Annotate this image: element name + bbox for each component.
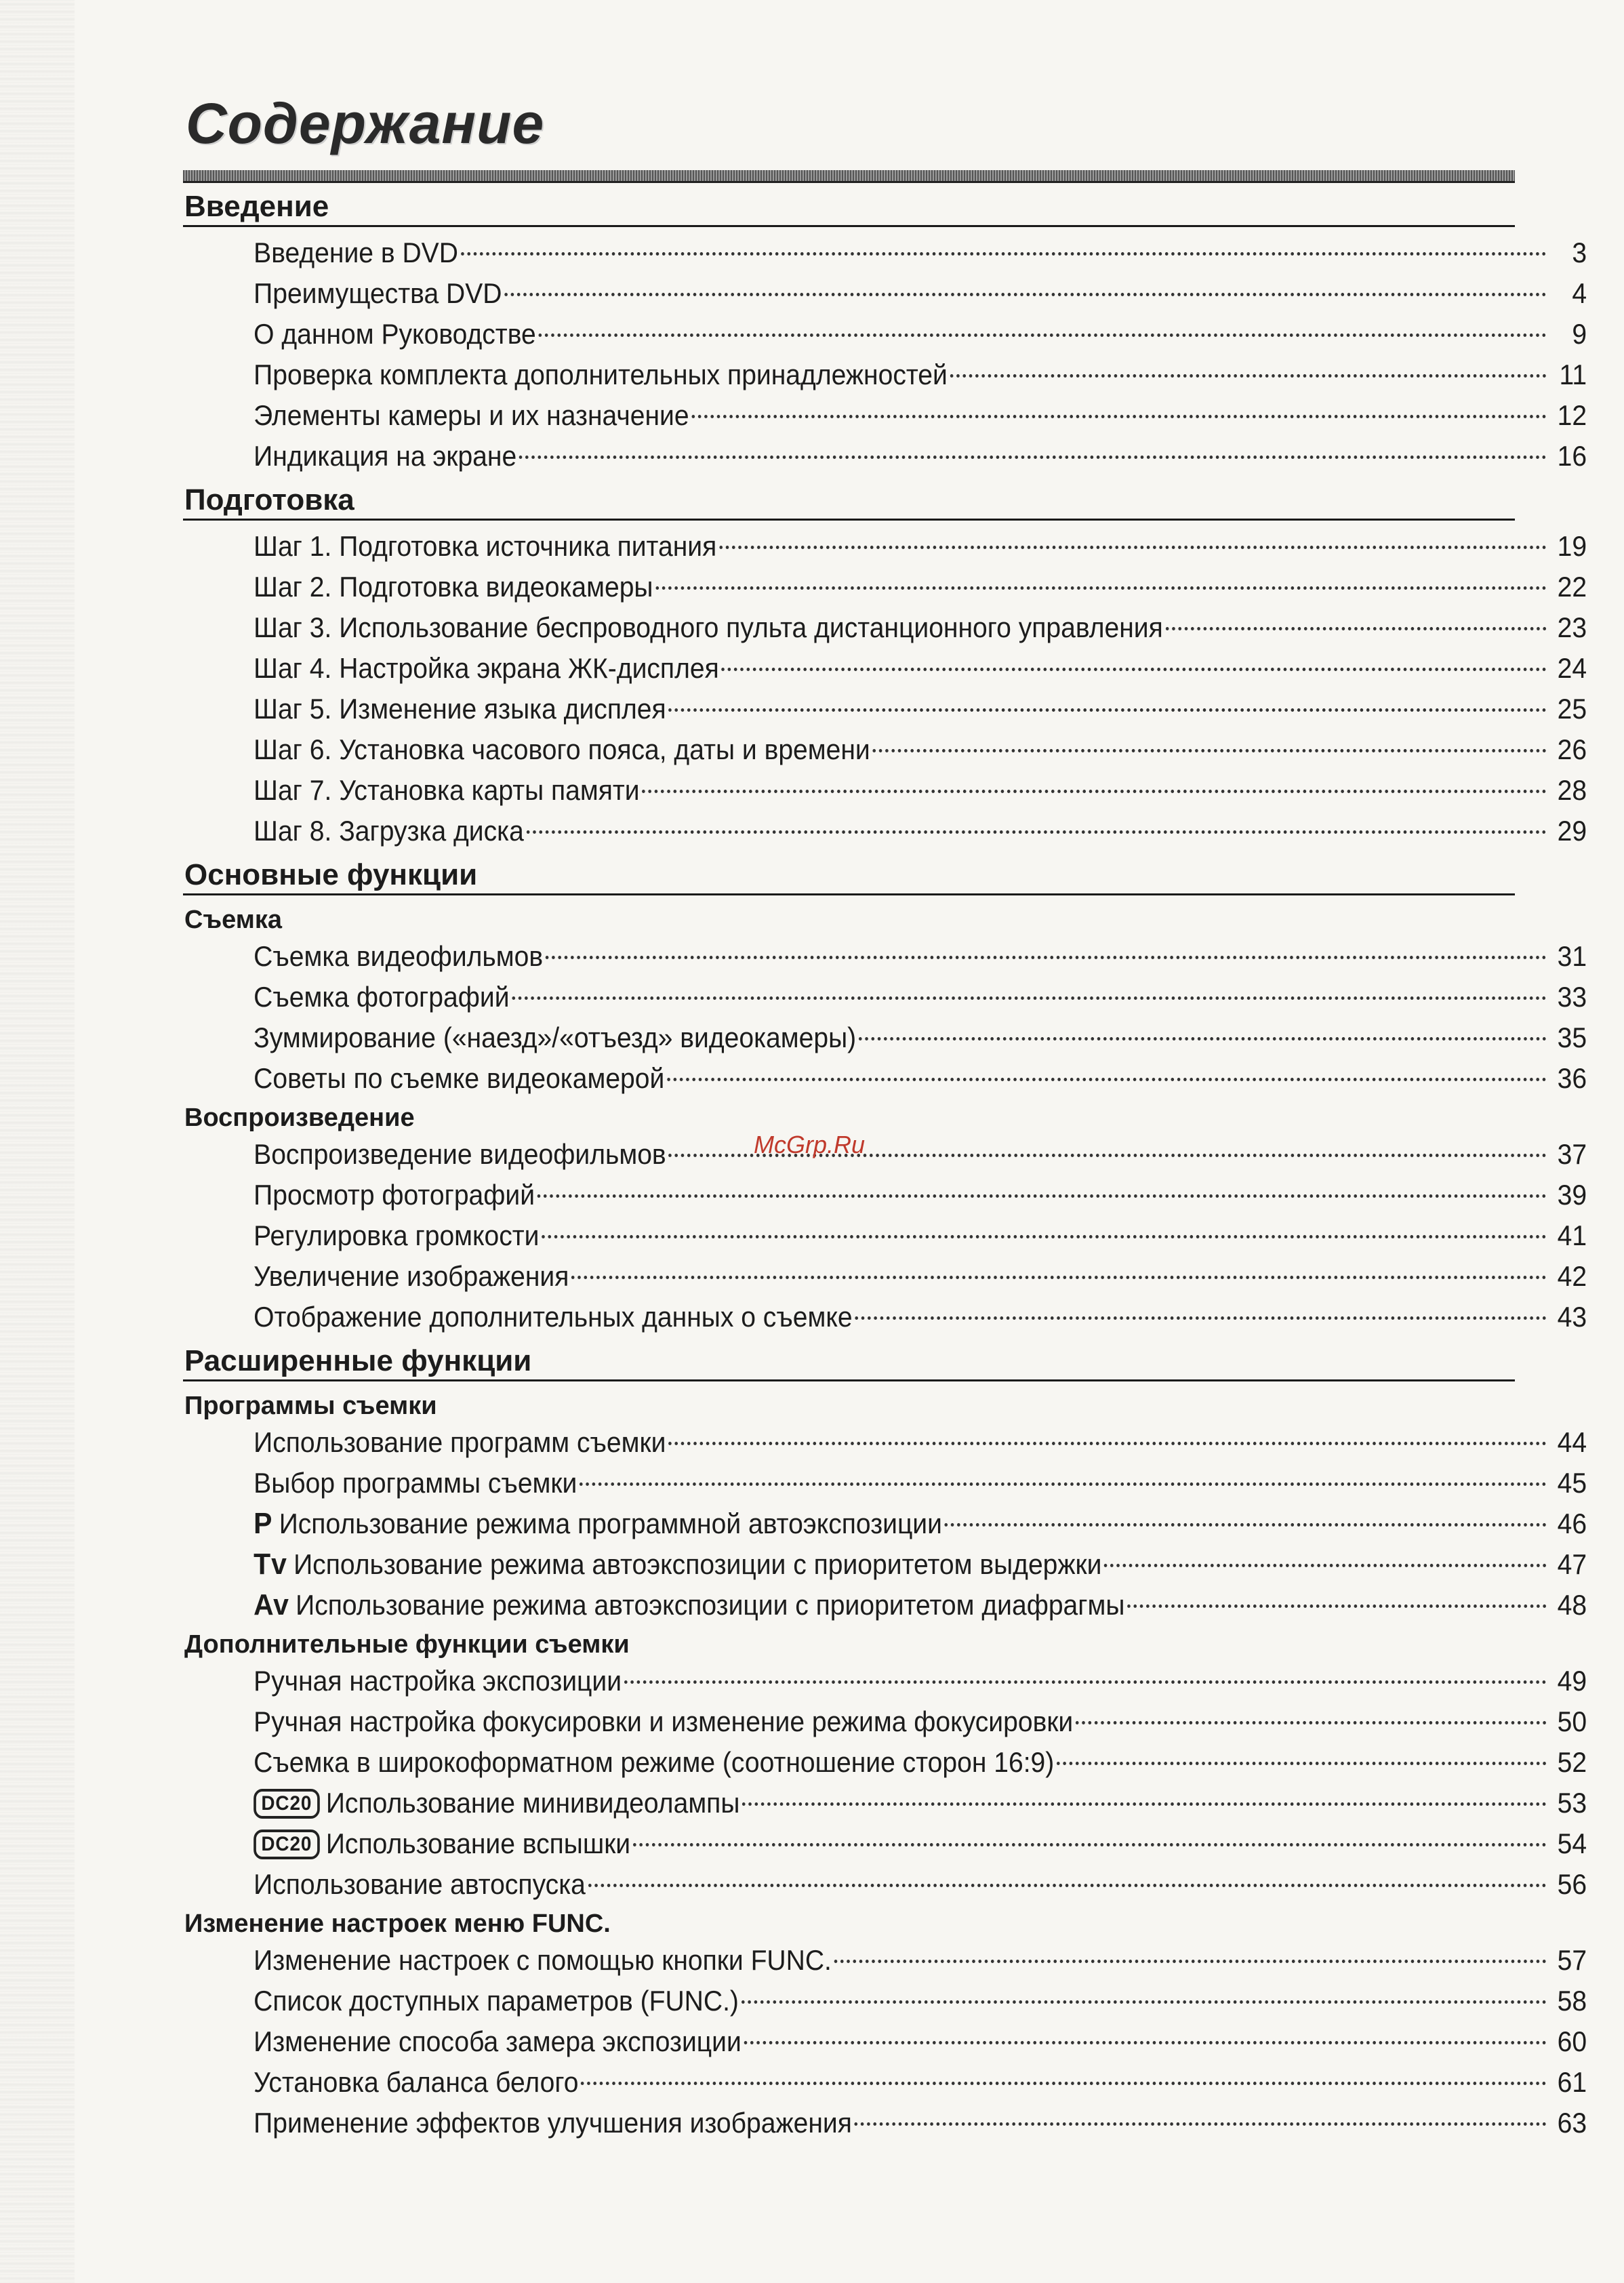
dot-leader [655, 586, 1546, 590]
entry-title [253, 526, 716, 567]
entry-title [253, 936, 543, 977]
dc-mode-icon: DC20 [253, 1830, 319, 1859]
dot-leader [859, 1037, 1547, 1041]
subsection-heading: Воспроизведение [184, 1104, 415, 1132]
dot-leader [581, 2082, 1546, 2085]
toc-entry[interactable] [183, 648, 1587, 689]
subsection-heading: Дополнительные функции съемки [184, 1630, 630, 1659]
toc-entry[interactable] [183, 977, 1587, 1017]
page-number: 19 [1557, 530, 1587, 562]
entry-text: Отображение дополнительных данных о съемке [253, 1301, 853, 1333]
dot-leader [945, 1523, 1547, 1527]
section-heading: Расширенные функции [183, 1337, 1515, 1381]
entry-title [253, 1864, 586, 1905]
entry-text: Использование минивидеолампы [325, 1787, 740, 1819]
entry-title [253, 811, 524, 851]
dot-leader [950, 374, 1547, 378]
entry-title [253, 1701, 1073, 1742]
title-rule [183, 170, 1515, 183]
page-number: 42 [1557, 1260, 1587, 1292]
page-number: 28 [1557, 774, 1587, 806]
toc-entry[interactable] [183, 1297, 1587, 1337]
page-number: 54 [1557, 1827, 1587, 1859]
page-number: 9 [1572, 318, 1587, 350]
dot-leader [512, 996, 1546, 1000]
entry-text: Советы по съемке видеокамерой [253, 1062, 665, 1094]
dot-leader [538, 334, 1546, 337]
dot-leader [571, 1276, 1546, 1279]
toc-entry[interactable] [183, 1058, 1587, 1099]
dot-leader [668, 1442, 1546, 1445]
entry-title [253, 273, 502, 314]
toc-entry[interactable] [183, 2103, 1587, 2143]
entry-text: Установка баланса белого [253, 2066, 579, 2098]
page-number: 52 [1557, 1746, 1587, 1778]
mode-badge: Av [253, 1588, 289, 1621]
entry-text: Использование режима автоэкспозиции с приоритетом выдержки [293, 1548, 1102, 1580]
entry-text: Съемка видеофильмов [253, 940, 544, 972]
subsection-heading: Съемка [184, 906, 283, 934]
page-number: 47 [1557, 1548, 1587, 1580]
entry-title [253, 1981, 739, 2021]
dot-leader [855, 2122, 1547, 2126]
entry-text: Шаг 3. Использование беспроводного пульта дистанционного управления [253, 611, 1163, 643]
entry-title [253, 233, 458, 273]
toc-entry[interactable] [183, 729, 1587, 770]
page-number: 58 [1557, 1985, 1587, 2017]
toc-entry[interactable] [183, 273, 1587, 314]
page-number: 36 [1557, 1062, 1587, 1094]
toc-entry[interactable] [183, 1463, 1587, 1503]
section-heading: Подготовка [183, 477, 1515, 521]
entry-text: Зуммирование («наезд»/«отъезд» видеокамеры) [253, 1022, 857, 1053]
entry-text: Выбор программы съемки [253, 1467, 577, 1499]
toc-entry[interactable] [183, 936, 1587, 977]
entry-text: Шаг 6. Установка часового пояса, даты и времени [253, 733, 870, 765]
dot-leader [519, 456, 1547, 459]
dot-leader [527, 830, 1547, 834]
entry-title [253, 2062, 578, 2103]
page-number: 61 [1557, 2066, 1587, 2098]
dot-leader [667, 1078, 1547, 1081]
entry-title [253, 395, 689, 436]
entry-text: Использование режима программной автоэкспозиции [279, 1508, 942, 1539]
subsection-heading: Программы съемки [184, 1392, 437, 1420]
page-number: 33 [1557, 981, 1587, 1013]
entry-title [253, 1661, 622, 1701]
entry-title [253, 1422, 666, 1463]
toc-entry[interactable] [183, 1701, 1587, 1742]
page-number: 24 [1557, 652, 1587, 684]
entry-title [253, 977, 509, 1017]
toc-entry[interactable] [183, 1544, 1587, 1585]
entry-title [253, 314, 536, 355]
entry-text: Введение в DVD [253, 237, 458, 268]
toc-entry[interactable] [183, 436, 1587, 477]
toc-entry[interactable] [183, 770, 1587, 811]
toc-entry[interactable] [183, 1256, 1587, 1297]
entry-text: Список доступных параметров (FUNC.) [253, 1985, 739, 2017]
page-number: 48 [1557, 1589, 1587, 1621]
watermark: McGrp.Ru [754, 1131, 866, 1158]
scan-edge [0, 0, 75, 2283]
page-number: 11 [1559, 359, 1587, 390]
entry-title [253, 1544, 1101, 1585]
section-heading: Введение [183, 183, 1515, 227]
entry-text: Ручная настройка фокусировки и изменение режима фокусировки [253, 1705, 1074, 1737]
entry-text: Шаг 2. Подготовка видеокамеры [253, 571, 653, 603]
entry-title [253, 436, 516, 477]
page-number: 35 [1557, 1022, 1587, 1053]
entry-title [253, 1585, 1124, 1625]
page-number: 22 [1557, 571, 1587, 603]
entry-title [253, 770, 639, 811]
page-number: 43 [1557, 1301, 1587, 1333]
entry-title [253, 1058, 664, 1099]
entry-text: Проверка комплекта дополнительных принадлежностей [253, 359, 948, 390]
page-title: Содержание [186, 92, 545, 155]
entry-text: Изменение способа замера экспозиции [253, 2025, 742, 2057]
dot-leader [546, 956, 1547, 959]
entry-title [253, 1175, 535, 1215]
dot-leader [742, 1802, 1546, 1806]
toc-entry[interactable] [183, 1864, 1587, 1905]
toc-entry[interactable] [183, 1175, 1587, 1215]
toc-page [183, 92, 1587, 2143]
toc-entry[interactable] [183, 811, 1587, 851]
entry-text: Использование режима автоэкспозиции с приоритетом диафрагмы [296, 1589, 1125, 1621]
entry-title [253, 1823, 630, 1864]
entry-title [253, 607, 1163, 648]
toc-entry[interactable] [183, 1503, 1587, 1544]
dot-leader [588, 1884, 1547, 1887]
toc-entry[interactable] [183, 1585, 1587, 1625]
page-number: 45 [1557, 1467, 1587, 1499]
page-number: 29 [1557, 815, 1587, 847]
dot-leader [855, 1316, 1546, 1320]
toc-entry[interactable] [183, 1742, 1587, 1783]
toc-entry[interactable] [183, 1661, 1587, 1701]
entry-title [253, 729, 870, 770]
page-number: 49 [1557, 1665, 1587, 1697]
dot-leader [537, 1194, 1547, 1198]
entry-title [253, 2103, 852, 2143]
toc-entry[interactable] [183, 233, 1587, 273]
toc-entry[interactable] [183, 2021, 1587, 2062]
toc-section [183, 183, 1587, 477]
dot-leader [668, 708, 1546, 712]
dot-leader [580, 1482, 1547, 1486]
dot-leader [633, 1843, 1547, 1846]
dot-leader [1127, 1604, 1546, 1608]
dot-leader [1057, 1762, 1547, 1765]
page-number: 56 [1557, 1868, 1587, 1900]
entry-text: Преимущества DVD [253, 277, 502, 309]
toc-entry[interactable] [183, 314, 1587, 355]
page-number: 63 [1557, 2107, 1587, 2139]
toc-entry[interactable] [183, 1823, 1587, 1864]
page-number: 53 [1557, 1787, 1587, 1819]
page-number: 23 [1557, 611, 1587, 643]
dot-leader [624, 1680, 1547, 1684]
toc-entry[interactable] [183, 395, 1587, 436]
entry-text: Воспроизведение видеофильмов [253, 1138, 666, 1170]
toc-entry[interactable] [183, 567, 1587, 607]
mode-badge: P [253, 1507, 273, 1540]
entry-text: Шаг 8. Загрузка диска [253, 815, 524, 847]
page-number: 60 [1557, 2025, 1587, 2057]
toc-section [183, 851, 1587, 1337]
entry-title [253, 1215, 539, 1256]
dot-leader [461, 252, 1547, 256]
subsection-heading: Изменение настроек меню FUNC. [184, 1910, 611, 1938]
toc-entry[interactable] [183, 355, 1587, 395]
entry-text: Изменение настроек с помощью кнопки FUNC. [253, 1944, 832, 1976]
entry-text: Использование программ съемки [253, 1426, 666, 1458]
toc-section [183, 477, 1587, 851]
page-number: 26 [1557, 733, 1587, 765]
toc-body [183, 183, 1587, 2143]
entry-text: Просмотр фотографий [253, 1179, 535, 1211]
entry-title [253, 355, 948, 395]
entry-title [253, 567, 653, 607]
entry-title [253, 1783, 739, 1823]
entry-text: Увеличение изображения [253, 1260, 569, 1292]
page-number: 50 [1557, 1705, 1587, 1737]
entry-text: О данном Руководстве [253, 318, 536, 350]
dot-leader [872, 749, 1546, 752]
dot-leader [1166, 627, 1547, 630]
entry-text: Индикация на экране [253, 440, 517, 472]
section-heading: Основные функции [183, 851, 1515, 895]
entry-text: Съемка в широкоформатном режиме (соотношение сторон 16:9) [253, 1746, 1055, 1778]
toc-entry[interactable] [183, 1783, 1587, 1823]
entry-title [253, 689, 666, 729]
dot-leader [721, 668, 1546, 671]
entry-title [253, 2021, 742, 2062]
dot-leader [542, 1235, 1546, 1238]
page-number: 25 [1557, 693, 1587, 725]
entry-title [253, 1256, 569, 1297]
toc-entry[interactable] [183, 1422, 1587, 1463]
entry-title [253, 1742, 1054, 1783]
page-number: 46 [1557, 1508, 1587, 1539]
entry-text: Регулировка громкости [253, 1219, 540, 1251]
page-number: 39 [1557, 1179, 1587, 1211]
page-number: 57 [1557, 1944, 1587, 1976]
toc-entry[interactable] [183, 607, 1587, 648]
page-number: 31 [1557, 940, 1587, 972]
entry-text: Ручная настройка экспозиции [253, 1665, 622, 1697]
entry-text: Применение эффектов улучшения изображения [253, 2107, 852, 2139]
dot-leader [1076, 1721, 1547, 1724]
toc-section [183, 1337, 1587, 2143]
dot-leader [742, 2000, 1547, 2004]
page-number: 41 [1557, 1219, 1587, 1251]
dot-leader [744, 2041, 1547, 2044]
page-number: 37 [1557, 1138, 1587, 1170]
dc-mode-icon: DC20 [253, 1789, 319, 1819]
page-number: 16 [1557, 440, 1587, 472]
entry-title [253, 1503, 942, 1544]
page-number: 44 [1557, 1426, 1587, 1458]
toc-entry[interactable] [183, 1017, 1587, 1058]
dot-leader [691, 415, 1546, 418]
entry-text: Использование автоспуска [253, 1868, 586, 1900]
dot-leader [504, 293, 1546, 296]
page-number: 4 [1572, 277, 1587, 309]
toc-entry[interactable] [183, 526, 1587, 567]
mode-badge: Tv [253, 1548, 287, 1581]
toc-entry[interactable] [183, 2062, 1587, 2103]
entry-text: Шаг 1. Подготовка источника питания [253, 530, 717, 562]
entry-title [253, 1297, 852, 1337]
toc-entry[interactable] [183, 1134, 1587, 1175]
entry-title [253, 1940, 832, 1981]
entry-text: Шаг 5. Изменение языка дисплея [253, 693, 666, 725]
toc-entry[interactable] [183, 1215, 1587, 1256]
dot-leader [642, 790, 1546, 793]
entry-text: Элементы камеры и их назначение [253, 399, 689, 431]
page-number: 12 [1557, 399, 1587, 431]
toc-entry[interactable] [183, 1981, 1587, 2021]
toc-entry[interactable] [183, 689, 1587, 729]
page-number: 3 [1572, 237, 1587, 268]
entry-text: Использование вспышки [325, 1827, 631, 1859]
entry-text: Шаг 4. Настройка экрана ЖК-дисплея [253, 652, 719, 684]
dot-leader [719, 546, 1547, 549]
entry-title [253, 648, 719, 689]
entry-title [253, 1017, 856, 1058]
toc-entry[interactable] [183, 1940, 1587, 1981]
dot-leader [1104, 1564, 1546, 1567]
entry-text: Шаг 7. Установка карты памяти [253, 774, 640, 806]
entry-text: Съемка фотографий [253, 981, 510, 1013]
dot-leader [834, 1960, 1547, 1963]
entry-title [253, 1463, 577, 1503]
entry-title [253, 1134, 666, 1175]
